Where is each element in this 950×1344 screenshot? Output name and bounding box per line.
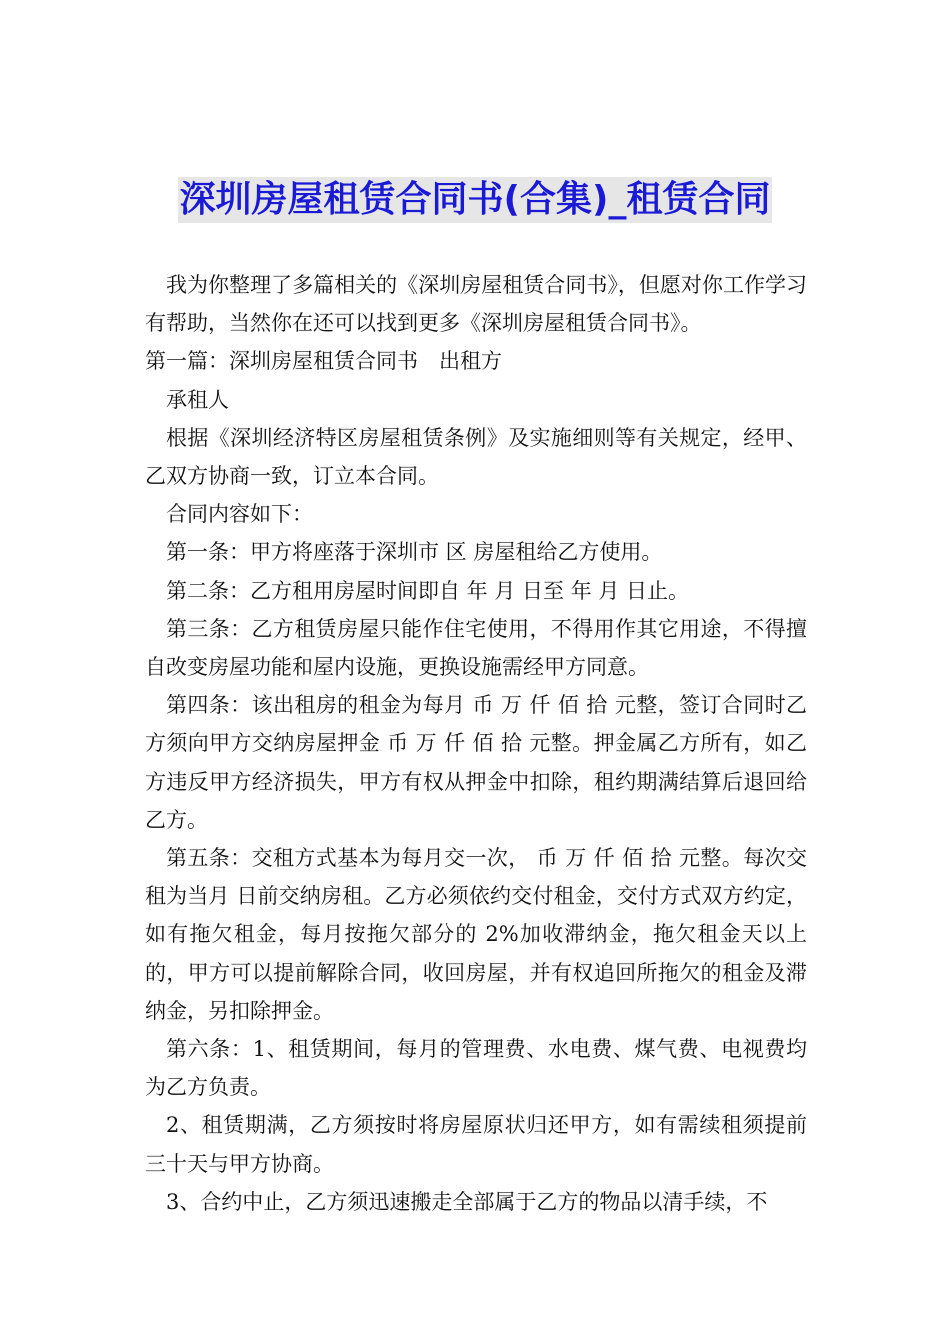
document-body: [145, 266, 807, 1221]
clause-2: 第二条：乙方租用房屋时间即自 年 月 日至 年 月 日止。: [166, 578, 690, 603]
title-container: [0, 177, 950, 223]
clause-6-item-3: 3、合约中止，乙方须迅速搬走全部属于乙方的物品以清手续，不: [166, 1189, 768, 1214]
section-heading: 第一篇：深圳房屋租赁合同书 出租方: [145, 349, 502, 374]
clause-6-item-2: 2、租赁期满，乙方须按时将房屋原状归还甲方，如有需续租须提前三十天与甲方协商。: [145, 1113, 807, 1176]
intro-paragraph: 我为你整理了多篇相关的《深圳房屋租赁合同书》，但愿对你工作学习有帮助，当然你在还可以找到更多《深圳房屋租赁合同书》。: [145, 273, 807, 336]
clause-4: 第四条：该出租房的租金为每月 币 万 仟 佰 拾 元整，签订合同时乙方须向甲方交纳房屋押金 币 万 仟 佰 拾 元整。押金属乙方所有，如乙方违反甲方经济损失，甲方有权从押金中扣除，租约期满结算后退回给乙方。: [145, 693, 807, 832]
clause-3: 第三条：乙方租赁房屋只能作住宅使用，不得用作其它用途，不得擅自改变房屋功能和屋内设施，更换设施需经甲方同意。: [145, 616, 807, 680]
clause-5: 第五条：交租方式基本为每月交一次， 币 万 仟 佰 拾 元整。每次交租为当月 日前交纳房租。乙方必须依约交付租金，交付方式双方约定，如有拖欠租金，每月按拖欠部分的 2%加收滞纳金，拖欠租金天以上的，甲方可以提前解除合同，收回房屋，并有权追回所拖欠的租金及滞纳金，另扣除押金。: [145, 846, 807, 1023]
document-title: 深圳房屋租赁合同书(合集)_租赁合同: [178, 177, 773, 223]
tenant-label: 承租人: [166, 387, 229, 412]
clause-1: 第一条：甲方将座落于深圳市 区 房屋租给乙方使用。: [166, 540, 663, 565]
basis-paragraph: 根据《深圳经济特区房屋租赁条例》及实施细则等有关规定，经甲、乙双方协商一致，订立本合同。: [145, 425, 807, 489]
clause-6: 第六条：1、租赁期间，每月的管理费、水电费、煤气费、电视费均为乙方负责。: [145, 1037, 807, 1100]
contents-label: 合同内容如下：: [166, 502, 313, 527]
